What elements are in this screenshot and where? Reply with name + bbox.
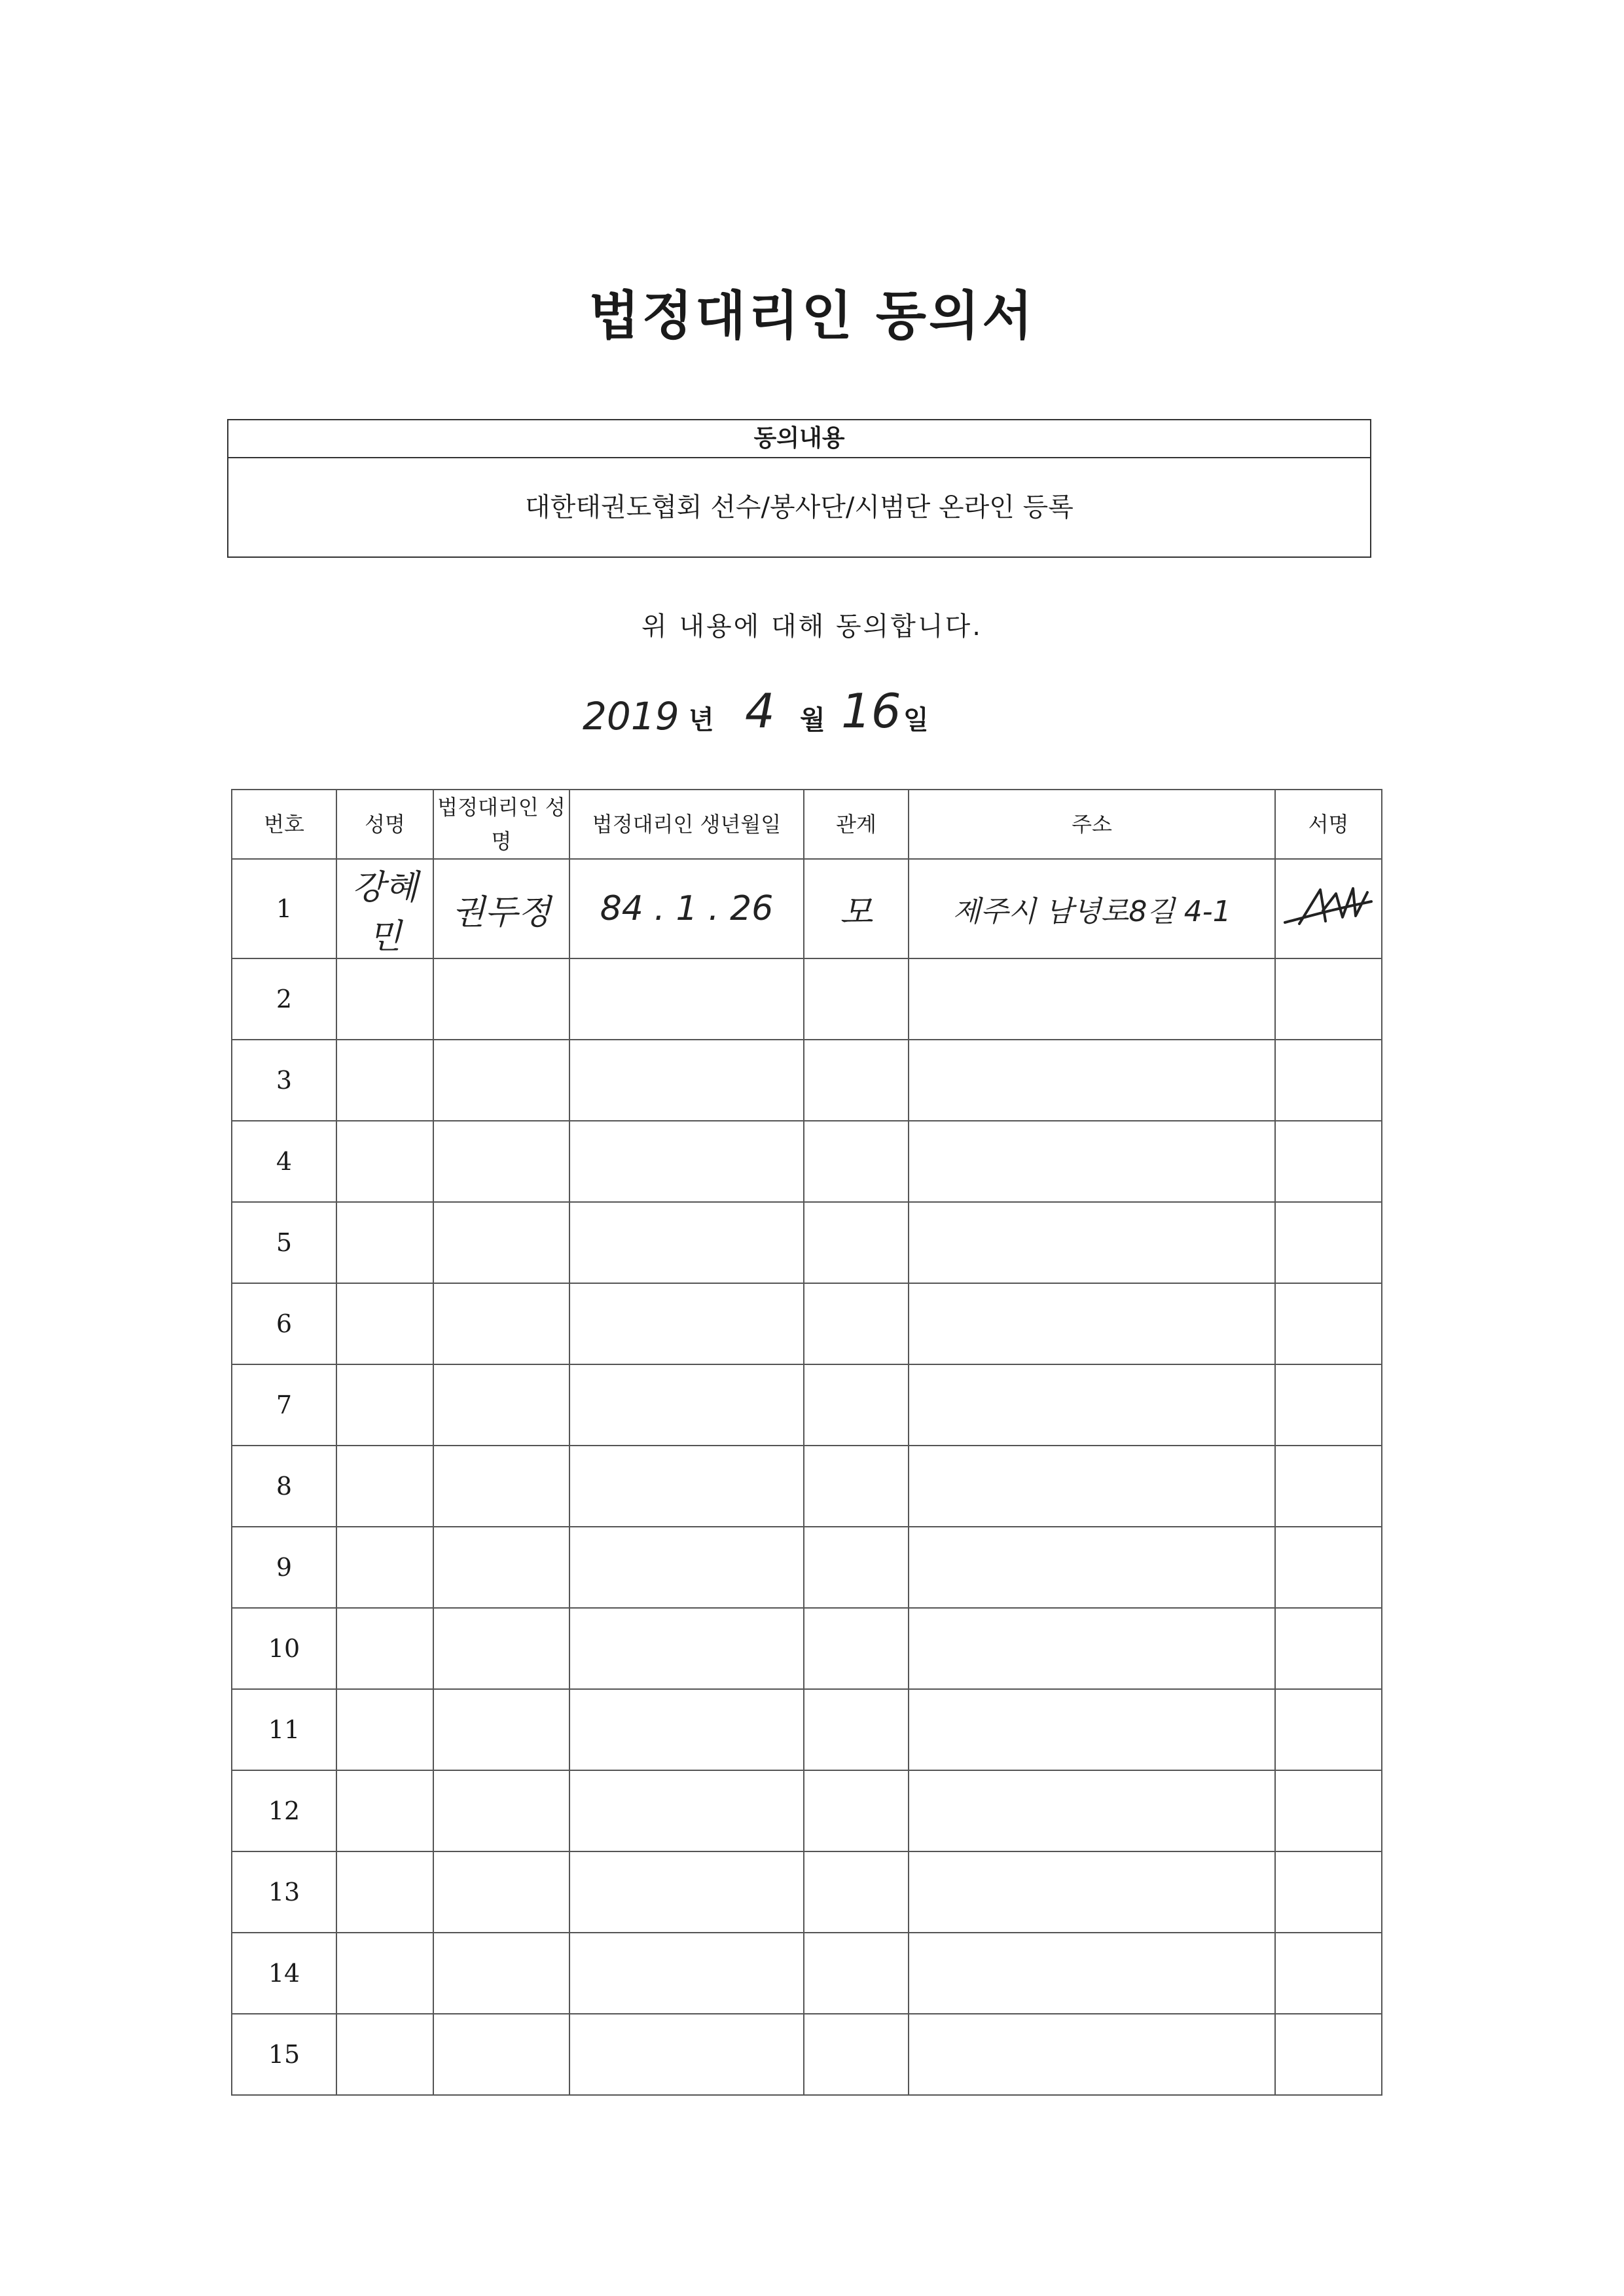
document-title: 법정대리인 동의서	[588, 285, 1036, 346]
cell-guardian-name	[433, 1202, 569, 1283]
header-name: 성명	[336, 790, 433, 859]
cell-guardian-birth	[569, 1770, 804, 1851]
cell-signature	[1275, 1364, 1382, 1446]
cell-name	[336, 1608, 433, 1689]
cell-guardian-name	[433, 1121, 569, 1202]
date-day-label: 일	[903, 705, 929, 735]
table-row	[232, 2014, 1382, 2095]
cell-relation	[804, 1770, 909, 1851]
cell-guardian-birth	[569, 1040, 804, 1121]
cell-guardian-birth	[569, 2014, 804, 2095]
cell-number: 15	[232, 2014, 336, 2095]
cell-name	[336, 1933, 433, 2014]
table-row	[232, 1283, 1382, 1364]
cell-number: 3	[232, 1040, 336, 1121]
table-row	[232, 958, 1382, 1040]
cell-number: 8	[232, 1446, 336, 1527]
cell-address	[909, 1202, 1275, 1283]
consent-box	[227, 419, 1371, 558]
header-address: 주소	[909, 790, 1275, 859]
cell-relation	[804, 2014, 909, 2095]
cell-relation	[804, 1283, 909, 1364]
guardian-table	[231, 789, 1382, 2096]
cell-name	[336, 1770, 433, 1851]
cell-guardian-birth	[569, 958, 804, 1040]
cell-number: 5	[232, 1202, 336, 1283]
cell-address	[909, 958, 1275, 1040]
cell-number: 9	[232, 1527, 336, 1608]
cell-guardian-name	[433, 1851, 569, 1933]
date-line	[576, 681, 1034, 740]
cell-name	[336, 1851, 433, 1933]
cell-name	[336, 1121, 433, 1202]
table-row	[232, 1364, 1382, 1446]
cell-number: 14	[232, 1933, 336, 2014]
cell-number: 1	[232, 859, 336, 958]
cell-number: 7	[232, 1364, 336, 1446]
cell-relation	[804, 1121, 909, 1202]
cell-name	[336, 1689, 433, 1770]
cell-relation	[804, 1851, 909, 1933]
cell-guardian-birth	[569, 1689, 804, 1770]
cell-signature	[1275, 1121, 1382, 1202]
cell-name: 강혜민	[336, 859, 433, 958]
table-row	[232, 1933, 1382, 2014]
header-guardian-name: 법정대리인 성명	[433, 790, 569, 859]
cell-guardian-name	[433, 1527, 569, 1608]
cell-signature	[1275, 1527, 1382, 1608]
cell-address	[909, 2014, 1275, 2095]
cell-guardian-name	[433, 1689, 569, 1770]
cell-address	[909, 1689, 1275, 1770]
cell-signature	[1275, 1608, 1382, 1689]
cell-guardian-name	[433, 1933, 569, 2014]
header-relation: 관계	[804, 790, 909, 859]
cell-name	[336, 1040, 433, 1121]
table-row	[232, 1689, 1382, 1770]
date-month: 4	[745, 683, 775, 738]
cell-name	[336, 1527, 433, 1608]
cell-address	[909, 1527, 1275, 1608]
cell-guardian-name	[433, 1283, 569, 1364]
cell-guardian-name: 권두정	[433, 859, 569, 958]
cell-address: 제주시 남녕로8길 4-1	[909, 859, 1275, 958]
cell-relation	[804, 1040, 909, 1121]
table-row	[232, 1446, 1382, 1527]
cell-relation	[804, 1446, 909, 1527]
table-header-row	[232, 790, 1382, 859]
table-row	[232, 1040, 1382, 1121]
cell-address	[909, 1933, 1275, 2014]
cell-guardian-birth	[569, 1851, 804, 1933]
cell-address	[909, 1446, 1275, 1527]
cell-relation	[804, 1364, 909, 1446]
consent-content: 대한태권도협회 선수/봉사단/시범단 온라인 등록	[525, 492, 1074, 522]
cell-number: 2	[232, 958, 336, 1040]
cell-guardian-name	[433, 1608, 569, 1689]
cell-address	[909, 1364, 1275, 1446]
cell-guardian-name	[433, 958, 569, 1040]
cell-guardian-birth	[569, 1446, 804, 1527]
cell-guardian-name	[433, 1364, 569, 1446]
cell-guardian-name	[433, 1040, 569, 1121]
cell-guardian-birth	[569, 1202, 804, 1283]
cell-signature	[1275, 1202, 1382, 1283]
cell-guardian-birth	[569, 1527, 804, 1608]
date-month-label: 월	[800, 705, 825, 735]
cell-guardian-birth	[569, 1364, 804, 1446]
cell-name	[336, 1364, 433, 1446]
cell-relation	[804, 1689, 909, 1770]
table-row	[232, 1770, 1382, 1851]
date-day: 16	[841, 683, 901, 738]
cell-signature	[1275, 1689, 1382, 1770]
cell-relation	[804, 1933, 909, 2014]
cell-signature	[1275, 2014, 1382, 2095]
cell-signature	[1275, 1851, 1382, 1933]
cell-number: 6	[232, 1283, 336, 1364]
cell-relation	[804, 1608, 909, 1689]
cell-relation	[804, 1527, 909, 1608]
cell-address	[909, 1283, 1275, 1364]
table-row	[232, 1202, 1382, 1283]
cell-signature	[1275, 1933, 1382, 2014]
cell-guardian-birth	[569, 1608, 804, 1689]
cell-relation: 모	[804, 859, 909, 958]
cell-relation	[804, 1202, 909, 1283]
cell-address	[909, 1040, 1275, 1121]
cell-address	[909, 1121, 1275, 1202]
cell-number: 10	[232, 1608, 336, 1689]
cell-signature	[1275, 1446, 1382, 1527]
date-year: 2019	[583, 694, 679, 738]
consent-header: 동의내용	[228, 420, 1370, 458]
cell-name	[336, 2014, 433, 2095]
cell-name	[336, 1283, 433, 1364]
cell-guardian-birth	[569, 1283, 804, 1364]
cell-address	[909, 1770, 1275, 1851]
table-row	[232, 859, 1382, 958]
cell-name	[336, 958, 433, 1040]
header-guardian-birth: 법정대리인 생년월일	[569, 790, 804, 859]
cell-guardian-birth	[569, 1933, 804, 2014]
table-row	[232, 1608, 1382, 1689]
cell-signature	[1275, 1283, 1382, 1364]
cell-number: 13	[232, 1851, 336, 1933]
date-year-label: 년	[689, 705, 714, 735]
cell-name	[336, 1202, 433, 1283]
cell-number: 11	[232, 1689, 336, 1770]
cell-address	[909, 1851, 1275, 1933]
agreement-statement: 위 내용에 대해 동의합니다.	[641, 611, 983, 642]
cell-signature	[1275, 859, 1382, 958]
cell-relation	[804, 958, 909, 1040]
cell-signature	[1275, 1040, 1382, 1121]
handwritten-signature	[1280, 877, 1378, 936]
header-signature: 서명	[1275, 790, 1382, 859]
cell-guardian-name	[433, 2014, 569, 2095]
cell-guardian-name	[433, 1770, 569, 1851]
cell-guardian-name	[433, 1446, 569, 1527]
table-row	[232, 1121, 1382, 1202]
cell-number: 4	[232, 1121, 336, 1202]
cell-name	[336, 1446, 433, 1527]
header-number: 번호	[232, 790, 336, 859]
cell-address	[909, 1608, 1275, 1689]
cell-guardian-birth	[569, 1121, 804, 1202]
cell-number: 12	[232, 1770, 336, 1851]
cell-signature	[1275, 958, 1382, 1040]
table-row	[232, 1527, 1382, 1608]
table-row	[232, 1851, 1382, 1933]
cell-guardian-birth: 84 . 1 . 26	[569, 859, 804, 958]
cell-signature	[1275, 1770, 1382, 1851]
